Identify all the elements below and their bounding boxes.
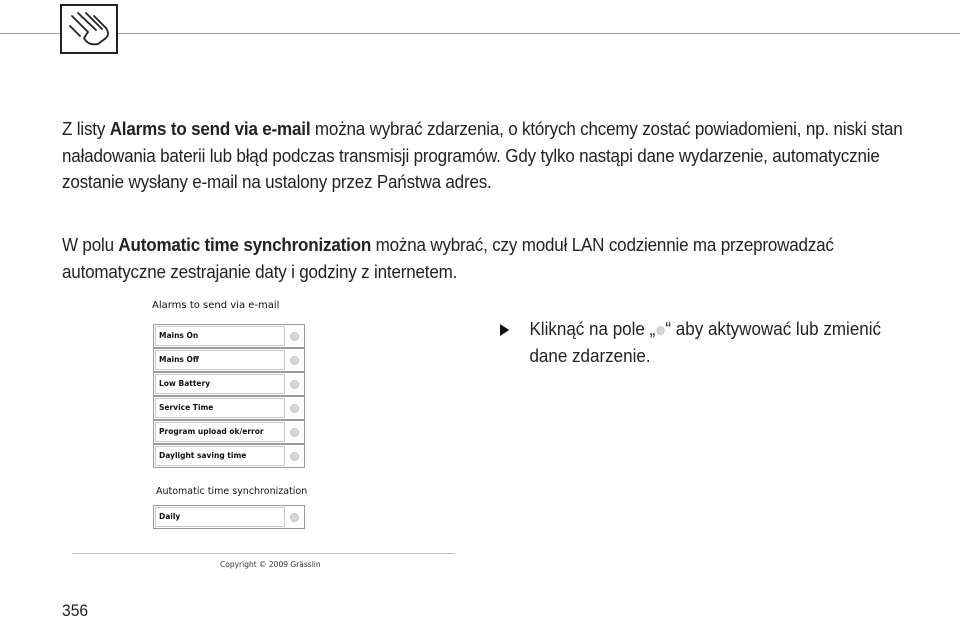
alarm-label: Mains On	[155, 326, 285, 346]
toggle-dot-icon[interactable]	[290, 380, 299, 389]
alarm-label: Program upload ok/error	[155, 422, 285, 442]
triangle-bullet-icon	[500, 324, 509, 336]
p1-text-3: Gdy tylko nastąpi dane wydarzenie, automatycznie zostanie wysłany e-mail na ustalony przez Państwa adres.	[62, 144, 880, 192]
sync-row-daily[interactable]	[153, 505, 305, 529]
hand-pointer-icon	[60, 4, 118, 54]
alarm-label: Service Time	[155, 398, 285, 418]
instruction-before: Kliknąć na pole „	[529, 318, 656, 339]
header-rule	[0, 33, 960, 34]
alarm-row-daylight-saving[interactable]	[153, 444, 305, 468]
toggle-dot-icon[interactable]	[290, 332, 299, 341]
alarms-title: Alarms to send via e-mail	[152, 300, 280, 311]
alarm-label: Mains Off	[155, 350, 285, 370]
alarm-label: Low Battery	[155, 374, 285, 394]
toggle-dot-icon[interactable]	[290, 513, 299, 522]
p2-text-1: W polu	[62, 234, 119, 255]
sync-label: Daily	[155, 507, 285, 527]
alarm-label: Daylight saving time	[155, 446, 285, 466]
toggle-dot-icon[interactable]	[290, 404, 299, 413]
sync-title: Automatic time synchronization	[156, 486, 308, 497]
p2-text-2: można wybrać, czy moduł LAN codziennie ma przeprowadzać automatyczne zestrajanie daty i godziny z internetem.	[62, 234, 834, 282]
alarm-row-mains-on[interactable]	[153, 324, 305, 348]
toggle-dot-icon[interactable]	[290, 428, 299, 437]
p2-bold-sync: Automatic time synchronization	[118, 234, 372, 255]
alarm-row-program-upload[interactable]	[153, 420, 305, 444]
page-number: 356	[62, 601, 89, 620]
instruction-after: “ aby aktywować lub zmienić dane zdarzenie.	[529, 318, 882, 366]
toggle-dot-icon[interactable]	[290, 356, 299, 365]
toggle-dot-icon[interactable]	[290, 452, 299, 461]
p1-bold-alarms: Alarms to send via e-mail	[109, 118, 311, 139]
toggle-dot-icon	[656, 326, 664, 335]
alarm-row-mains-off[interactable]	[153, 348, 305, 372]
copyright-text: Copyright © 2009 Grässlin	[220, 560, 321, 569]
alarm-row-service-time[interactable]	[153, 396, 305, 420]
intro-paragraph	[62, 116, 908, 196]
copyright-rule	[72, 553, 455, 554]
p1-text-1: Z listy	[62, 118, 110, 139]
alarm-row-low-battery[interactable]	[153, 372, 305, 396]
sync-paragraph	[62, 232, 908, 285]
instruction-text	[529, 316, 897, 369]
p1-text-2: można wybrać zdarzenia, o których chcemy zostać powiadomieni, np. niski stan naładowania baterii lub błąd podczas transmisji programów.	[62, 118, 903, 166]
